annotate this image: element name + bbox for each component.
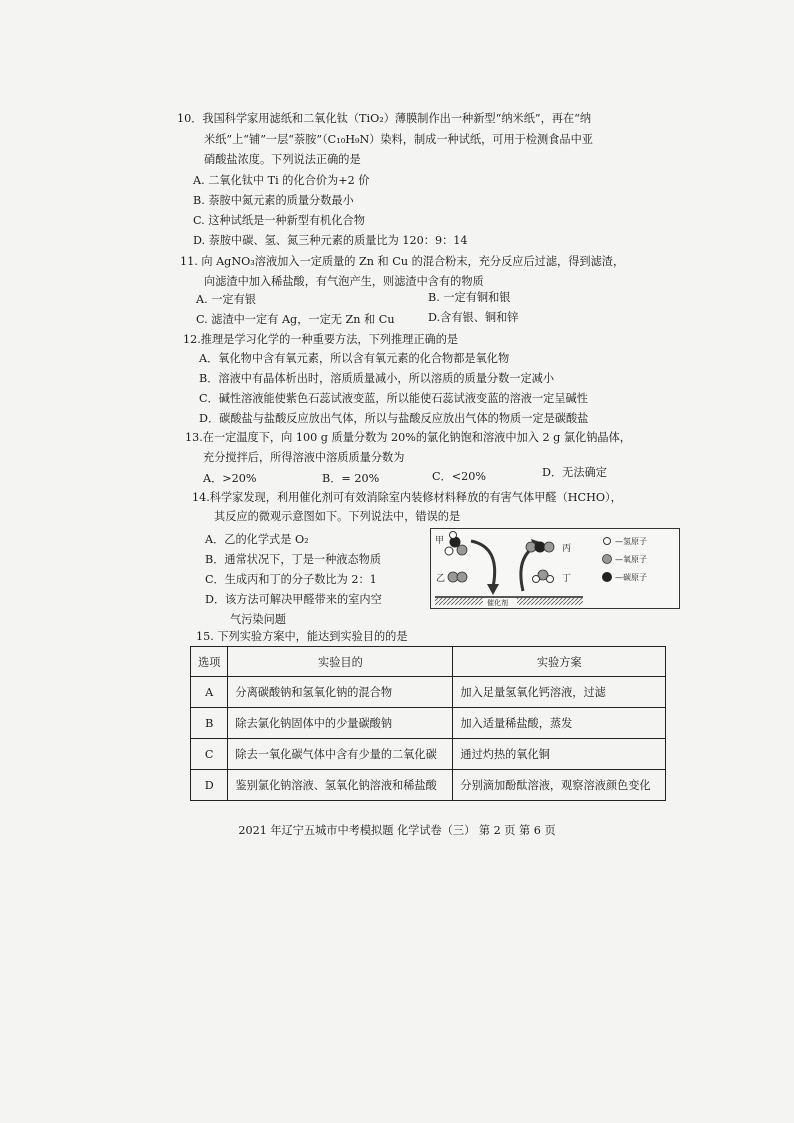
molecule-yi — [448, 572, 467, 582]
page-footer: 2021 年辽宁五城市中考模拟题 化学试卷（三） 第 2 页 第 6 页 — [238, 824, 556, 837]
molecule-ding — [533, 570, 554, 583]
q13-option-d: D．无法确定 — [542, 466, 607, 479]
q12-option-a: A．氧化物中含有氧元素，所以含有氧元素的化合物都是氧化物 — [199, 352, 510, 365]
q10-option-a: A. 二氧化钛中 Ti 的化合价为+2 价 — [193, 174, 370, 187]
q13-option-a: A．>20% — [203, 472, 257, 485]
row-option: C — [191, 739, 228, 770]
row-plan: 加入适量稀盐酸，蒸发 — [453, 708, 666, 739]
q14-stem-line1: 14.科学家发现，利用催化剂可有效消除室内装修材料释放的有害气体甲醛（HCHO）， — [192, 491, 622, 504]
q14-stem-line2: 其反应的微观示意图如下。下列说法中，错误的是 — [214, 510, 461, 523]
row-option: B — [191, 708, 228, 739]
q10-option-c: C. 这种试纸是一种新型有机化合物 — [193, 214, 365, 227]
label-ding: 丁 — [562, 574, 572, 584]
molecule-jia — [445, 532, 467, 556]
row-option: A — [191, 677, 228, 708]
molecule-bing — [526, 542, 554, 553]
row-plan: 加入足量氢氧化钙溶液，过滤 — [453, 677, 666, 708]
q12-stem: 12.推理是学习化学的一种重要方法，下列推理正确的是 — [183, 333, 459, 346]
reaction-micro-diagram — [430, 528, 680, 609]
q11-option-c: C. 滤渣中一定有 Ag，一定无 Zn 和 Cu — [196, 313, 395, 326]
q14-option-d-line2: 气污染问题 — [230, 613, 286, 626]
q13-option-b: B．= 20% — [322, 472, 380, 485]
legend-oxygen: —氧原子 — [615, 555, 647, 564]
diagram-legend — [602, 536, 647, 582]
table-row — [191, 739, 666, 770]
q10-option-b: B. 萘胺中氮元素的质量分数最小 — [193, 194, 354, 207]
q11-stem-line2: 向滤渣中加入稀盐酸，有气泡产生，则滤渣中含有的物质 — [204, 275, 484, 288]
q12-option-c: C．碱性溶液能使紫色石蕊试液变蓝，所以能使石蕊试液变蓝的溶液一定呈碱性 — [199, 392, 588, 405]
q11-option-d: D.含有银、铜和锌 — [428, 311, 519, 324]
table-row — [191, 677, 666, 708]
row-purpose: 鉴别氯化钠溶液、氢氧化钠溶液和稀盐酸 — [228, 770, 453, 801]
q15-stem: 15. 下列实验方案中，能达到实验目的的是 — [196, 630, 408, 643]
q14-option-d-line1: D．该方法可解决甲醛带来的室内空 — [205, 593, 382, 606]
q13-stem-line1: 13.在一定温度下，向 100 g 质量分数为 20%的氯化钠饱和溶液中加入 2 g 氯化钠晶体， — [185, 431, 631, 444]
table-row — [191, 708, 666, 739]
label-yi: 乙 — [436, 574, 446, 584]
header-purpose: 实验目的 — [228, 647, 453, 677]
q12-option-d: D．碳酸盐与盐酸反应放出气体，所以与盐酸反应放出气体的物质一定是碳酸盐 — [199, 412, 589, 425]
row-plan: 分别滴加酚酞溶液，观察溶液颜色变化 — [453, 770, 666, 801]
q14-option-b: B．通常状况下，丁是一种液态物质 — [205, 553, 382, 566]
q10-option-d: D. 萘胺中碳、氢、氮三种元素的质量比为 120：9：14 — [193, 234, 468, 247]
q14-option-c: C．生成丙和丁的分子数比为 2：1 — [205, 573, 377, 586]
legend-carbon: —碳原子 — [615, 573, 647, 582]
experiment-table — [190, 646, 666, 801]
header-plan: 实验方案 — [453, 647, 666, 677]
q10-stem-line2: 米纸”上“铺”一层“萘胺”（C₁₀H₉N）染料，制成一种试纸，可用于检测食品中亚 — [204, 133, 593, 146]
q11-option-a: A. 一定有银 — [196, 293, 256, 306]
label-catalyst: 催化剂 — [487, 599, 508, 607]
arrow-left-icon — [471, 541, 495, 587]
legend-hydrogen: —氢原子 — [615, 537, 647, 546]
table-header-row — [191, 647, 666, 677]
q13-stem-line2: 充分搅拌后，所得溶液中溶质质量分数为 — [203, 451, 405, 464]
q10-stem-line3: 硝酸盐浓度。下列说法正确的是 — [204, 153, 361, 166]
row-plan: 通过灼热的氧化铜 — [453, 739, 666, 770]
header-option: 选项 — [191, 647, 228, 677]
label-bing: 丙 — [562, 544, 572, 554]
q14-option-a: A．乙的化学式是 O₂ — [205, 533, 309, 546]
q11-option-b: B. 一定有铜和银 — [428, 291, 511, 304]
q10-stem-line1: 10．我国科学家用滤纸和二氧化钛（TiO₂）薄膜制作出一种新型“纳米纸”，再在“纳 — [177, 112, 592, 125]
q12-option-b: B．溶液中有晶体析出时，溶质质量减小，所以溶质的质量分数一定减小 — [199, 372, 555, 385]
row-option: D — [191, 770, 228, 801]
row-purpose: 除去一氧化碳气体中含有少量的二氧化碳 — [228, 739, 453, 770]
label-jia: 甲 — [435, 536, 445, 546]
q13-option-c: C．<20% — [432, 470, 486, 483]
row-purpose: 除去氯化钠固体中的少量碳酸钠 — [228, 708, 453, 739]
q11-stem-line1: 11. 向 AgNO₃溶液加入一定质量的 Zn 和 Cu 的混合粉末，充分反应后过滤，得到滤渣， — [180, 255, 625, 268]
table-row — [191, 770, 666, 801]
row-purpose: 分离碳酸钠和氢氧化钠的混合物 — [228, 677, 453, 708]
reaction-diagram-svg — [431, 529, 679, 608]
